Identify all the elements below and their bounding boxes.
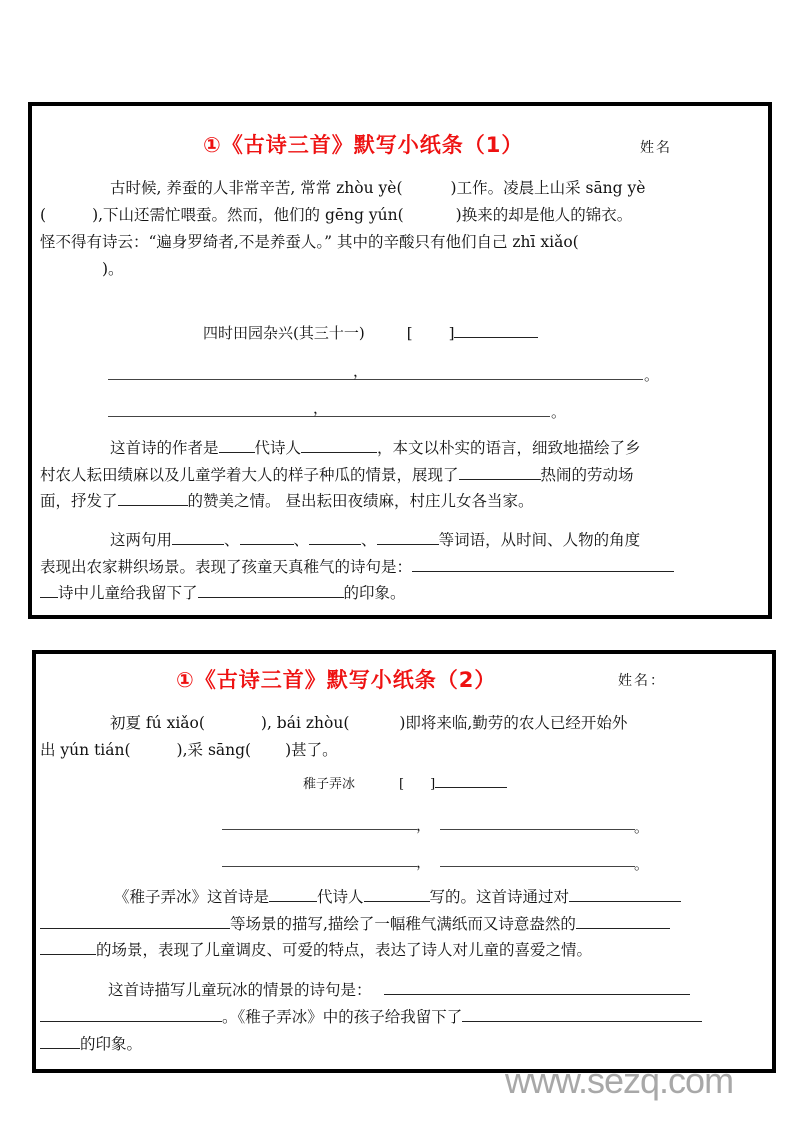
period: 。 (551, 403, 567, 421)
poem-line-blank-4[interactable] (440, 866, 635, 867)
text: 的印象。 (343, 584, 406, 602)
text: ),采 sāng( (176, 741, 252, 759)
card1-title: ①《古诗三首》默写小纸条（1） (203, 133, 524, 157)
text: )即将来临,勤劳的农人已经开始外 (399, 714, 628, 732)
text: 初夏 fú xiǎo( (110, 714, 205, 732)
card1-intro-line1 (110, 178, 645, 198)
comma: ， (416, 853, 432, 871)
answer-blank[interactable] (384, 979, 690, 995)
card2-q2-line1 (108, 979, 690, 1000)
text: 热闹的劳动场 (540, 466, 634, 484)
card1-q2-line2 (40, 556, 674, 577)
watermark: www.sezq.com (505, 1060, 734, 1101)
poem-line-blank-2[interactable] (440, 829, 635, 830)
bracket-open: [ (399, 777, 405, 792)
separator: 、 (293, 531, 310, 549)
separator: 、 (361, 531, 377, 549)
answer-blank[interactable] (462, 1006, 702, 1022)
poem-line-blank-3[interactable] (222, 866, 417, 867)
text: )工作。凌晨上山采 sāng yè (450, 179, 646, 197)
card1-q1-line1 (110, 437, 641, 458)
text: 这首诗的作者是 (110, 439, 219, 457)
card2-intro-line1 (110, 713, 627, 733)
card1-q1-line3 (40, 490, 533, 511)
card1-q2-line3 (40, 582, 406, 603)
text: 面，抒发了 (40, 492, 118, 510)
card1-name-label: 姓名 (640, 140, 672, 156)
text: 古时候, 养蚕的人非常辛苦, 常常 zhòu yè( (110, 179, 403, 197)
text: 表现出农家耕织场景。表现了孩童天真稚气的诗句是： (40, 558, 413, 576)
text: 的场景，表现了儿童调皮、可爱的特点，表达了诗人对儿童的喜爱之情。 (96, 941, 593, 959)
card1-q2-line1 (110, 529, 640, 550)
card1-intro-line4: )。 (102, 260, 124, 278)
answer-blank[interactable] (569, 886, 681, 902)
separator: 、 (224, 531, 240, 549)
text: 的印象。 (80, 1035, 143, 1053)
card1-q1-line2 (40, 464, 634, 485)
answer-blank[interactable] (118, 490, 188, 506)
text: ),下山还需忙喂蚕。然而，他们的 gēng yún( (92, 206, 404, 224)
answer-blank[interactable] (40, 1033, 80, 1049)
period: 。 (634, 818, 650, 836)
text: 代诗人 (254, 439, 302, 457)
poem-title: 稚子弄冰 (303, 777, 356, 792)
text: ，本文以朴实的语言，细致地描绘了乡 (377, 439, 641, 457)
text: )换来的却是他人的锦衣。 (455, 206, 633, 224)
text: 村农人耘田绩麻以及儿童学着大人的样子种瓜的情景，展现了 (40, 466, 459, 484)
card2-poem-title-row (303, 774, 507, 795)
answer-blank[interactable] (40, 1006, 222, 1022)
text: )甚了。 (285, 741, 338, 759)
answer-blank[interactable] (412, 556, 674, 572)
card2-q1-line3 (40, 939, 592, 960)
answer-blank[interactable] (198, 582, 344, 598)
answer-blank[interactable] (459, 464, 541, 480)
answer-blank[interactable] (309, 529, 361, 545)
comma: ， (416, 816, 432, 834)
text: 出 yún tián( (40, 741, 131, 759)
text: 代诗人 (317, 888, 364, 906)
answer-blank[interactable] (172, 529, 224, 545)
text: ), bái zhòu( (260, 714, 350, 732)
poem-line-blank-2[interactable] (108, 416, 550, 417)
poet-blank[interactable] (301, 437, 377, 453)
period: 。 (644, 366, 660, 384)
answer-blank[interactable] (576, 913, 670, 929)
card2-q1-line1 (114, 886, 681, 907)
card2-name-label: 姓名： (618, 673, 666, 689)
text: 这首诗描写儿童玩冰的情景的诗句是： (108, 981, 372, 999)
poem-line-blank-1[interactable] (222, 829, 417, 830)
text: 这两句用 (110, 531, 173, 549)
card2-q1-line2 (40, 913, 670, 934)
dynasty-blank[interactable] (269, 886, 317, 902)
text: 写的。这首诗通过对 (429, 888, 570, 906)
poem-line-blank-1[interactable] (108, 379, 643, 380)
bracket-open: [ (406, 324, 413, 342)
author-blank[interactable] (435, 774, 507, 788)
card1-intro-line3: 怪不得有诗云：“遍身罗绮者,不是养蚕人。” 其中的辛酸只有他们自己 zhī xiǎo( (40, 233, 579, 251)
card2-title: ①《古诗三首》默写小纸条（2） (176, 668, 497, 692)
text: 的赞美之情。 昼出耘田夜绩麻，村庄儿女各当家。 (187, 492, 534, 510)
text: 。《稚子弄冰》中的孩子给我留下了 (222, 1008, 463, 1026)
dynasty-blank[interactable] (219, 437, 255, 453)
card2-intro-line2 (40, 740, 338, 760)
period: 。 (634, 855, 650, 873)
text: ( (40, 206, 47, 224)
card2-q2-line2 (40, 1006, 702, 1027)
text: 等词语，从时间、人物的角度 (438, 531, 641, 549)
answer-blank[interactable] (40, 913, 230, 929)
answer-blank[interactable] (40, 939, 96, 955)
answer-blank[interactable] (377, 529, 439, 545)
poem-title: 四时田园杂兴(其三十一) (203, 324, 365, 342)
poet-blank[interactable] (364, 886, 430, 902)
comma: ， (353, 362, 369, 380)
text: 《稚子弄冰》这首诗是 (114, 888, 270, 906)
card2-q2-line3 (40, 1033, 142, 1054)
text: 诗中儿童给我留下了 (58, 584, 198, 602)
card1-poem-title-row (203, 322, 538, 343)
comma: ， (313, 399, 329, 417)
answer-blank[interactable] (40, 582, 58, 598)
card1-intro-line2 (40, 205, 632, 225)
author-blank[interactable] (454, 322, 538, 338)
bracket-close: ] (430, 777, 436, 792)
text: 等场景的描写,描绘了一幅稚气满纸而又诗意盎然的 (230, 915, 576, 933)
bracket-close: ] (448, 324, 455, 342)
answer-blank[interactable] (240, 529, 294, 545)
